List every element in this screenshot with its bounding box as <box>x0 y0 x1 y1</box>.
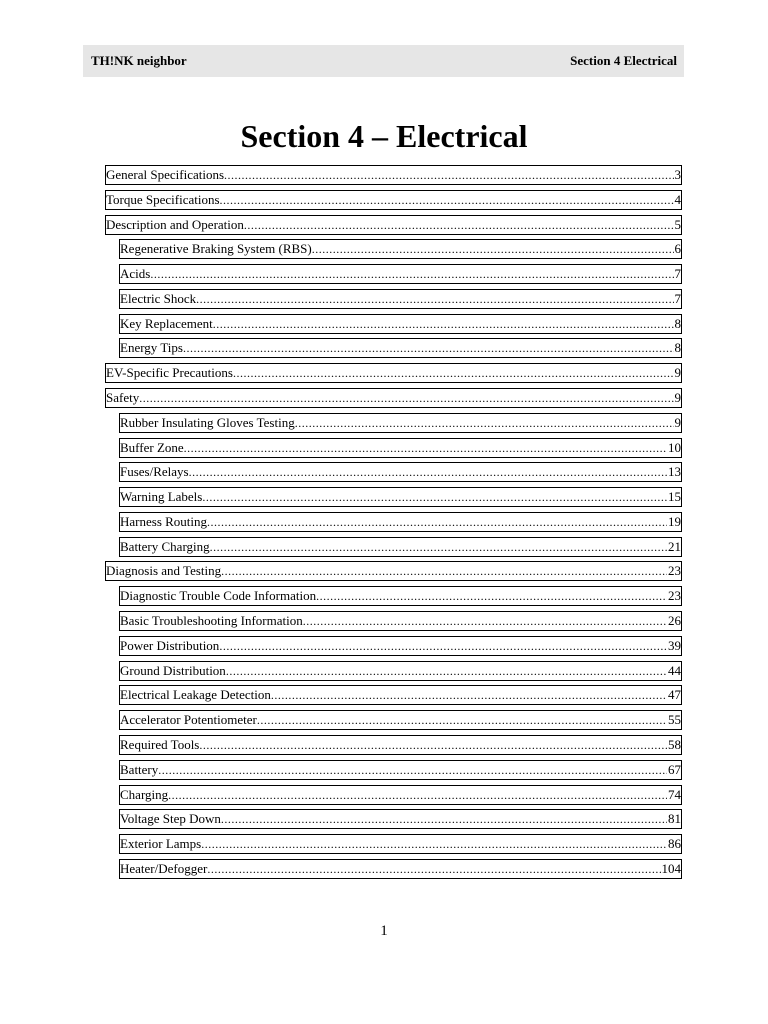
toc-entry-page: 7 <box>674 291 681 306</box>
toc-entry[interactable] <box>119 264 682 284</box>
toc-entry-label: Key Replacement <box>120 316 213 331</box>
toc-entry-label: Acids <box>120 266 151 281</box>
toc-entry[interactable] <box>119 685 682 705</box>
toc-entry[interactable] <box>119 710 682 730</box>
toc-dot-leader <box>226 662 667 680</box>
toc-entry-label: Energy Tips <box>120 340 183 355</box>
toc-entry-page: 23 <box>668 563 681 578</box>
toc-entry[interactable] <box>119 735 682 755</box>
toc-dot-leader <box>312 240 674 258</box>
toc-entry-label: Diagnosis and Testing <box>106 563 222 578</box>
toc-entry-page: 19 <box>668 514 681 529</box>
toc-entry-page: 39 <box>668 638 681 653</box>
toc-entry[interactable] <box>105 190 682 210</box>
toc-entry-page: 104 <box>661 861 681 876</box>
toc-entry-label: Basic Troubleshooting Information <box>120 613 303 628</box>
page-number: 1 <box>380 923 388 939</box>
toc-entry-page: 55 <box>668 712 681 727</box>
toc-entry[interactable] <box>119 611 682 631</box>
toc-entry-label: Buffer Zone <box>120 440 184 455</box>
toc-dot-leader <box>199 736 667 754</box>
toc-entry-page: 81 <box>668 811 681 826</box>
toc-entry-page: 4 <box>674 192 681 207</box>
toc-entry[interactable] <box>119 586 682 606</box>
toc-entry[interactable] <box>105 165 682 185</box>
toc-dot-leader <box>196 290 673 308</box>
toc-dot-leader <box>189 463 667 481</box>
toc-dot-leader <box>295 414 674 432</box>
toc-entry-label: Power Distribution <box>120 638 220 653</box>
toc-dot-leader <box>139 389 673 407</box>
toc-entry-page: 44 <box>668 663 681 678</box>
toc-entry-label: Regenerative Braking System (RBS) <box>120 241 312 256</box>
toc-dot-leader <box>213 315 674 333</box>
toc-entry[interactable] <box>119 338 682 358</box>
toc-dot-leader <box>316 587 667 605</box>
toc-entry-label: Accelerator Potentiometer <box>120 712 257 727</box>
toc-dot-leader <box>233 364 674 382</box>
toc-dot-leader <box>244 216 674 234</box>
toc-dot-leader <box>202 488 667 506</box>
toc-entry-label: Warning Labels <box>120 489 203 504</box>
toc-entry-page: 8 <box>674 316 681 331</box>
toc-dot-leader <box>207 860 660 878</box>
toc-entry-label: Safety <box>106 390 140 405</box>
toc-entry-page: 23 <box>668 588 681 603</box>
toc-entry-page: 6 <box>674 241 681 256</box>
toc-entry-page: 5 <box>674 217 681 232</box>
toc-entry[interactable] <box>105 388 682 408</box>
toc-entry-label: Harness Routing <box>120 514 208 529</box>
toc-entry[interactable] <box>119 636 682 656</box>
toc-entry[interactable] <box>119 314 682 334</box>
toc-entry-label: EV-Specific Precautions <box>106 365 233 380</box>
toc-entry[interactable] <box>119 785 682 805</box>
toc-dot-leader <box>184 439 667 457</box>
toc-entry-label: Charging <box>120 787 169 802</box>
toc-dot-leader <box>221 810 667 828</box>
toc-entry-label: Description and Operation <box>106 217 244 232</box>
toc-dot-leader <box>221 562 667 580</box>
toc-entry[interactable] <box>105 561 682 581</box>
toc-entry[interactable] <box>119 487 682 507</box>
toc-entry[interactable] <box>119 859 682 879</box>
toc-entry-page: 74 <box>668 787 681 802</box>
toc-dot-leader <box>220 191 674 209</box>
toc-entry[interactable] <box>105 363 682 383</box>
toc-entry-page: 9 <box>674 415 681 430</box>
toc-entry[interactable] <box>119 289 682 309</box>
toc-entry-label: Ground Distribution <box>120 663 226 678</box>
toc-dot-leader <box>168 786 667 804</box>
toc-entry-page: 26 <box>668 613 681 628</box>
toc-dot-leader <box>201 835 667 853</box>
page-title: Section 4 – Electrical <box>240 118 528 154</box>
toc-dot-leader <box>183 339 674 357</box>
toc-entry-label: Heater/Defogger <box>120 861 208 876</box>
toc-entry-page: 9 <box>674 365 681 380</box>
toc-entry-label: Required Tools <box>120 737 200 752</box>
toc-entry[interactable] <box>119 438 682 458</box>
toc-entry-label: Voltage Step Down <box>120 811 221 826</box>
toc-entry[interactable] <box>119 809 682 829</box>
toc-entry-page: 58 <box>668 737 681 752</box>
toc-entry[interactable] <box>119 661 682 681</box>
toc-entry-page: 13 <box>668 464 681 479</box>
toc-entry-label: General Specifications <box>106 167 225 182</box>
toc-dot-leader <box>150 265 673 283</box>
header-document-title: TH!NK neighbor <box>91 53 187 68</box>
header-section-title: Section 4 Electrical <box>570 53 677 68</box>
toc-entry-page: 8 <box>674 340 681 355</box>
toc-entry-label: Electric Shock <box>120 291 197 306</box>
toc-dot-leader <box>210 538 667 556</box>
toc-dot-leader <box>303 612 667 630</box>
toc-entry[interactable] <box>105 215 682 235</box>
toc-dot-leader <box>224 166 673 184</box>
toc-dot-leader <box>207 513 667 531</box>
toc-entry[interactable] <box>119 760 682 780</box>
toc-entry-page: 9 <box>674 390 681 405</box>
toc-entry[interactable] <box>119 537 682 557</box>
toc-entry-label: Diagnostic Trouble Code Information <box>120 588 317 603</box>
toc-entry-label: Electrical Leakage Detection <box>120 687 271 702</box>
toc-entry[interactable] <box>119 512 682 532</box>
toc-entry-page: 21 <box>668 539 681 554</box>
toc-entry-page: 10 <box>668 440 681 455</box>
toc-entry[interactable] <box>119 462 682 482</box>
toc-entry-label: Battery Charging <box>120 539 210 554</box>
toc-dot-leader <box>257 711 667 729</box>
toc-dot-leader <box>271 686 667 704</box>
toc-entry-page: 86 <box>668 836 681 851</box>
toc-entry-label: Battery <box>120 762 159 777</box>
toc-dot-leader <box>158 761 667 779</box>
toc-entry[interactable] <box>119 413 682 433</box>
toc-entry-label: Rubber Insulating Gloves Testing <box>120 415 295 430</box>
toc-entry-page: 15 <box>668 489 681 504</box>
toc-entry-page: 3 <box>674 167 681 182</box>
running-header <box>83 45 684 77</box>
toc-entry-page: 67 <box>668 762 681 777</box>
toc-entry-label: Exterior Lamps <box>120 836 202 851</box>
toc-entry[interactable] <box>119 239 682 259</box>
toc-entry-label: Torque Specifications <box>106 192 220 207</box>
toc-entry-page: 47 <box>668 687 681 702</box>
toc-entry[interactable] <box>119 834 682 854</box>
toc-entry-page: 7 <box>674 266 681 281</box>
toc-dot-leader <box>219 637 667 655</box>
toc-entry-label: Fuses/Relays <box>120 464 189 479</box>
